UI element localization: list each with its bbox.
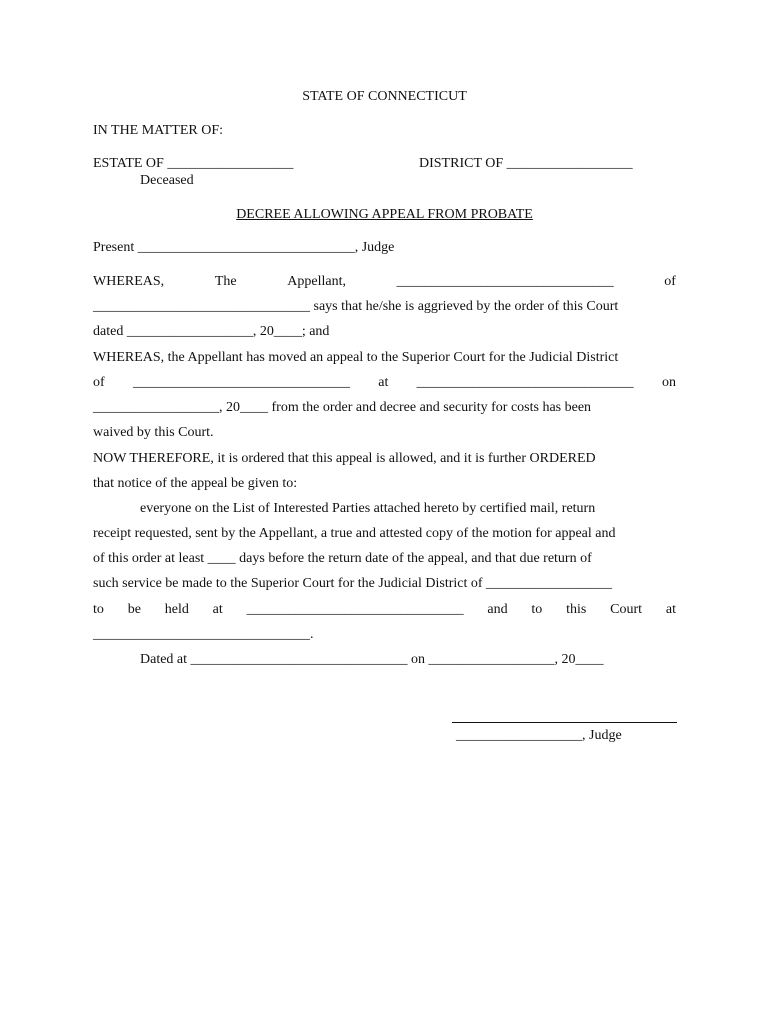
word: The	[214, 274, 237, 289]
word: to	[531, 602, 543, 617]
days-before-line: of this order at least ____ days before the return date of the appeal, and that due return of	[93, 551, 592, 566]
matter-label: IN THE MATTER OF:	[93, 123, 224, 138]
word: at	[212, 602, 223, 617]
word: Appellant,	[287, 274, 346, 289]
present-judge-line: Present _______________________________, Judge	[93, 240, 395, 255]
deceased-label: Deceased	[140, 173, 194, 188]
word: on	[661, 375, 676, 390]
waived-line: waived by this Court.	[93, 425, 214, 440]
aggrieved-line: _______________________________ says that he/she is aggrieved by the order of this Court	[93, 299, 619, 314]
location-blank: _______________________________	[416, 375, 634, 390]
service-line: such service be made to the Superior Court for the Judicial District of __________________	[93, 576, 613, 591]
receipt-line: receipt requested, sent by the Appellant, a true and attested copy of the motion for appeal and	[93, 526, 616, 541]
interested-parties-line: everyone on the List of Interested Parties attached hereto by certified mail, return	[140, 501, 596, 516]
word: and	[487, 602, 508, 617]
word: of	[664, 274, 676, 289]
word: held	[164, 602, 189, 617]
district-blank: _______________________________	[132, 375, 350, 390]
district-field: DISTRICT OF __________________	[419, 156, 633, 171]
state-heading: STATE OF CONNECTICUT	[302, 89, 467, 104]
appellant-blank: _______________________________	[396, 274, 614, 289]
held-at-line	[93, 601, 676, 619]
court-time-blank-line: _______________________________.	[93, 627, 314, 642]
estate-field: ESTATE OF __________________	[93, 156, 294, 171]
document-title: DECREE ALLOWING APPEAL FROM PROBATE	[236, 207, 533, 222]
signature-line	[452, 722, 677, 723]
word: this	[566, 602, 587, 617]
whereas-appellant-line	[93, 273, 676, 291]
dated-order-line: dated __________________, 20____; and	[93, 324, 330, 339]
word: Court	[610, 602, 643, 617]
word: at	[378, 375, 389, 390]
now-therefore-line: NOW THEREFORE, it is ordered that this appeal is allowed, and it is further ORDERED	[93, 451, 596, 466]
judge-signature-label: __________________, Judge	[456, 728, 622, 743]
word: WHEREAS,	[93, 274, 165, 289]
dated-at-line: Dated at _______________________________ on __________________, 20____	[140, 652, 604, 667]
court-location-blank: _______________________________	[246, 602, 464, 617]
word: to	[93, 602, 104, 617]
whereas-appeal-line: WHEREAS, the Appellant has moved an appeal to the Superior Court for the Judicial District	[93, 350, 619, 365]
district-at-on-line	[93, 374, 676, 392]
decree-costs-line: __________________, 20____ from the order and decree and security for costs has been	[93, 400, 592, 415]
word: at	[665, 602, 676, 617]
word: of	[93, 375, 105, 390]
notice-line: that notice of the appeal be given to:	[93, 476, 298, 491]
word: be	[127, 602, 141, 617]
